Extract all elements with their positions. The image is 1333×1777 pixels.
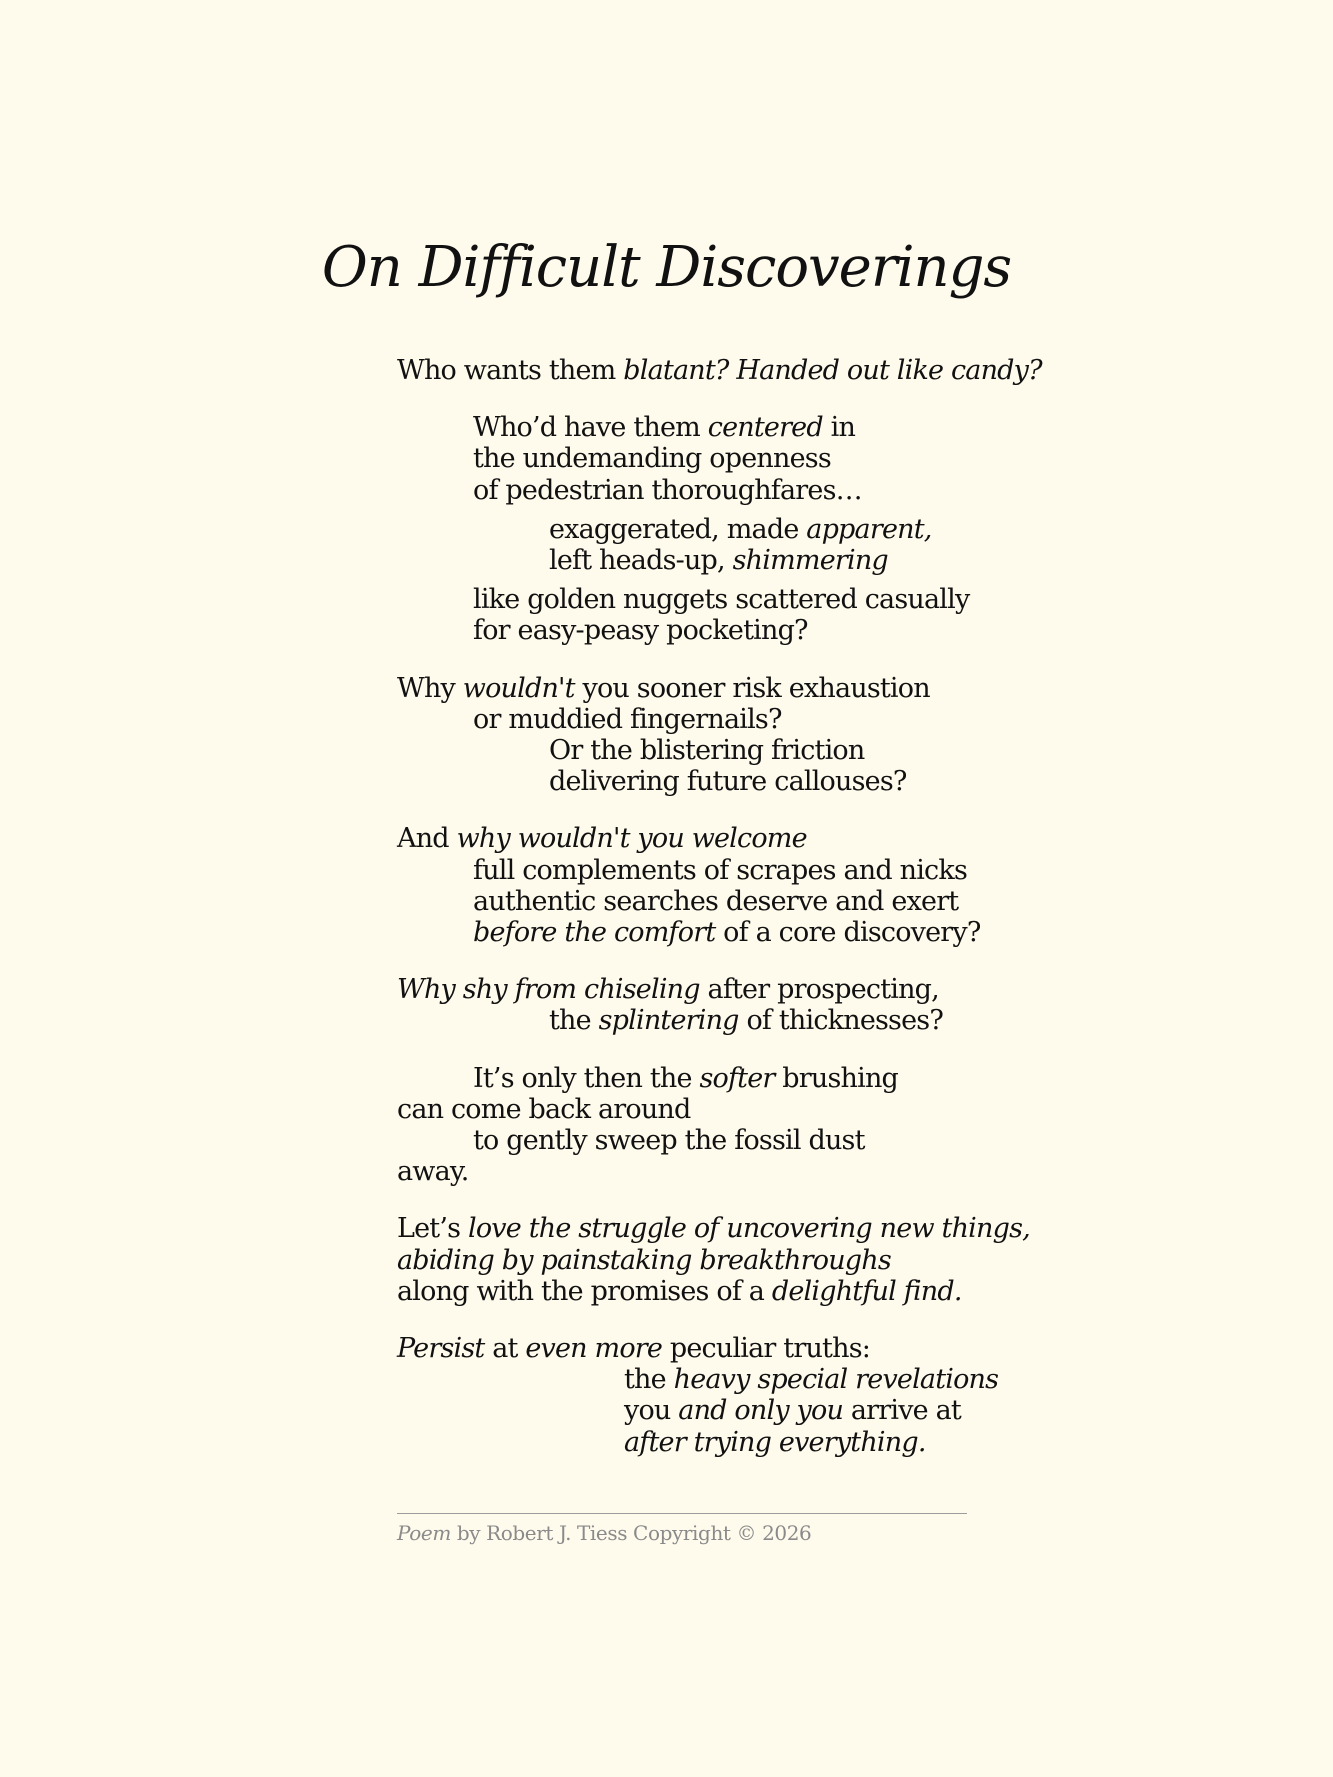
line-phrase: peculiar truths:	[662, 1333, 871, 1364]
italic-phrase: abiding by painstaking breakthroughs	[397, 1244, 891, 1276]
line-phrase: at	[484, 1333, 526, 1364]
line-phrase: delivering future callouses?	[549, 766, 907, 798]
line-phrase: can come back around	[397, 1093, 691, 1125]
poem-line	[397, 974, 939, 1005]
poem-line	[549, 1005, 943, 1036]
line-phrase: like golden nuggets scattered casually	[473, 584, 970, 616]
line-phrase: left heads-up,	[549, 545, 733, 576]
poem-line	[549, 735, 864, 766]
poem-line	[397, 1245, 891, 1276]
poem-line	[473, 1125, 865, 1156]
italic-phrase: delightful find.	[771, 1275, 962, 1307]
poem-line	[473, 584, 969, 615]
poem-line	[473, 886, 958, 917]
footer-divider	[397, 1513, 967, 1514]
italic-phrase: splintering	[598, 1005, 739, 1037]
italic-phrase: after trying everything.	[624, 1426, 926, 1458]
credit-byline: by Robert J. Tiess Copyright © 2026	[450, 1521, 812, 1545]
line-phrase: It’s only then the	[473, 1062, 700, 1094]
line-phrase: the	[624, 1364, 674, 1396]
line-phrase: brushing	[774, 1062, 899, 1094]
line-phrase: after prospecting,	[699, 974, 939, 1006]
line-phrase: you sooner risk exhaustion	[574, 672, 930, 704]
poem-line	[473, 443, 831, 474]
poem-line	[624, 1364, 998, 1395]
poem-line	[473, 412, 855, 443]
poem-line	[473, 704, 782, 735]
line-phrase: Let’s	[397, 1213, 468, 1245]
poem-line	[473, 1063, 898, 1094]
line-phrase: of a core discovery?	[715, 917, 981, 948]
italic-phrase: love the struggle of uncovering new things,	[467, 1213, 1030, 1245]
italic-phrase: shimmering	[732, 545, 888, 576]
poem-line	[549, 766, 907, 797]
italic-phrase: Why shy from chiseling	[397, 974, 700, 1006]
line-phrase: you	[624, 1395, 679, 1427]
poem-line	[397, 823, 807, 854]
line-phrase: to gently sweep the fossil dust	[473, 1125, 865, 1156]
line-phrase: of pedestrian thoroughfares…	[473, 474, 862, 506]
italic-phrase: and only you	[678, 1395, 844, 1427]
italic-phrase: softer	[699, 1062, 775, 1094]
line-phrase: in	[822, 412, 856, 444]
poem-line	[549, 514, 932, 545]
poem-line	[473, 855, 967, 886]
italic-phrase: even more	[525, 1333, 663, 1364]
italic-phrase: before the comfort	[473, 917, 716, 948]
line-phrase: the	[549, 1005, 599, 1037]
poem-credit	[397, 1520, 811, 1546]
line-phrase: Or the blistering friction	[549, 735, 865, 766]
credit-label: Poem	[397, 1521, 451, 1545]
poem-line	[397, 1333, 870, 1364]
poem-line	[624, 1395, 961, 1426]
line-phrase: And	[397, 823, 457, 855]
italic-phrase: Persist	[397, 1333, 485, 1364]
poem-title: On Difficult Discoverings	[321, 235, 1012, 300]
line-phrase: Who wants them	[397, 355, 624, 386]
poem-line	[473, 615, 808, 646]
poem-line	[397, 1276, 962, 1307]
italic-phrase: blatant? Handed out like candy?	[623, 355, 1042, 386]
poem-line	[473, 475, 862, 506]
line-phrase: or muddied fingernails?	[473, 703, 782, 735]
line-phrase: the undemanding openness	[473, 443, 831, 475]
line-phrase: of thicknesses?	[738, 1005, 944, 1037]
line-phrase: along with the promises of a	[397, 1275, 772, 1307]
line-phrase: away.	[397, 1156, 469, 1188]
poem-line	[397, 1213, 1030, 1244]
line-phrase: for easy-peasy pocketing?	[473, 615, 808, 647]
line-phrase: full complements of scrapes and nicks	[473, 854, 968, 886]
poem-line	[397, 673, 930, 704]
line-phrase: Why	[397, 672, 463, 704]
line-phrase: arrive at	[843, 1395, 961, 1427]
italic-phrase: why wouldn't you welcome	[456, 823, 807, 855]
poem-line	[397, 1094, 691, 1125]
italic-phrase: apparent,	[806, 513, 932, 545]
italic-phrase: centered	[707, 412, 823, 444]
poem-line	[624, 1427, 926, 1458]
line-phrase: Who’d have them	[473, 412, 708, 444]
poem-line	[473, 917, 981, 948]
line-phrase: authentic searches deserve and exert	[473, 885, 959, 917]
poem-line	[549, 545, 888, 576]
poem-line	[397, 1156, 469, 1187]
poem-line	[397, 355, 1042, 386]
italic-phrase: heavy special revelations	[673, 1364, 999, 1396]
line-phrase: exaggerated, made	[549, 513, 807, 545]
italic-phrase: wouldn't	[462, 672, 575, 704]
